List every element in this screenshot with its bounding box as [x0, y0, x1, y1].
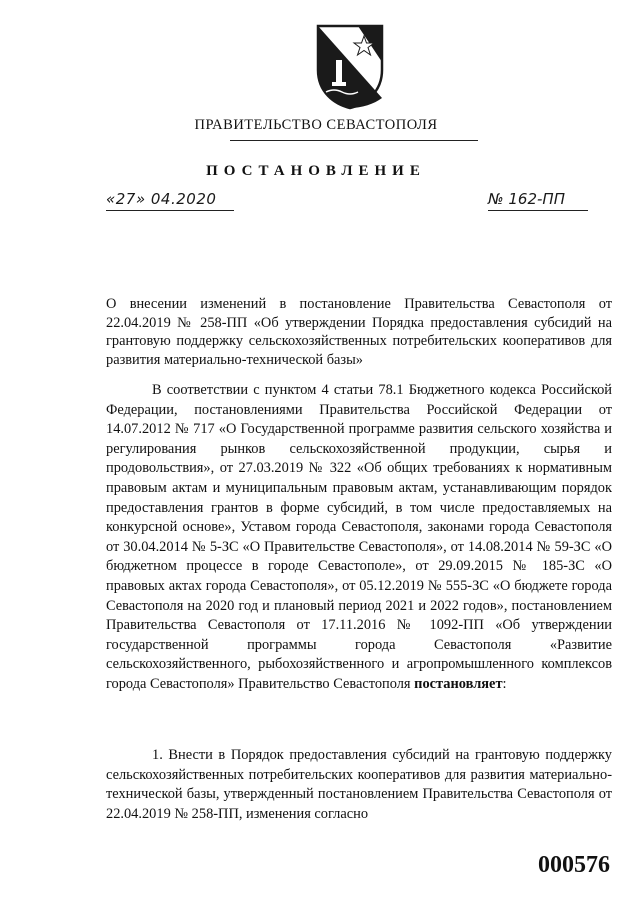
decree-keyword: постановляет — [414, 675, 503, 692]
document-date-field — [106, 190, 234, 211]
preamble-end: : — [502, 675, 507, 692]
document-number: № 162-ПП — [488, 190, 565, 208]
document-date: «27» 04.2020 — [106, 190, 217, 208]
sevastopol-coat-of-arms-icon — [314, 22, 386, 110]
document-number-field — [488, 190, 588, 211]
serial-number: 000576 — [538, 852, 610, 878]
document-subject: О внесении изменений в постановление Правительства Севастополя от 22.04.2019 № 258-ПП «Об утверждении Порядка предоставления субсидий на грантовую поддержку сельскохозяйственных потребительских кооперативов для развития материально-технической базы» — [106, 296, 612, 368]
header-divider — [230, 140, 478, 141]
preamble-text: В соответствии с пунктом 4 статьи 78.1 Бюджетного кодекса Российской Федерации, постановлениями Правительства Российской Федерации от 14.07.2012 № 717 «О Государственной программе развития сельского хозяйства и регулирования рынков сельскохозяйственной продукции, сырья и продовольствия», от 27.03.2019 № 322 «Об общих требованиях к нормативным правовым актам и муниципальным правовым актам, устанавливающим порядок предоставления грантов в форме субсидий, в том числе предоставляемых на конкурсной основе», Уставом города Севастополя, законами города Севастополя от 30.04.2014 № 5-ЗС «О Правительстве Севастополя», от 14.08.2014 № 59-ЗС «О бюджетном процессе в городе Севастополе», от 29.09.2015 № 185-ЗС «О правовых актах города Севастополя», от 05.12.2019 № 555-ЗС «О бюджете города Севастополя на 2020 год и плановый период 2021 и 2022 годов», постановлением Правительства Севастополя от 17.11.2016 № 1092-ПП «Об утверждении государственной программы города Севастополя «Развитие сельскохозяйственного, рыбохозяйственного и агропромышленного комплексов города Севастополя» Правительство Севастополя — [106, 382, 612, 692]
clause-1-text: 1. Внести в Порядок предоставления субсидий на грантовую поддержку сельскохозяйственных потребительских кооперативов для развития материально-технической базы, утвержденный постановлением Правительства Севастополя от 22.04.2019 № 258-ПП, изменения согласно — [106, 747, 612, 822]
preamble-paragraph — [106, 381, 612, 695]
clause-1-paragraph — [106, 746, 612, 824]
government-name: ПРАВИТЕЛЬСТВО СЕВАСТОПОЛЯ — [194, 117, 438, 133]
document-type-title: ПОСТАНОВЛЕНИЕ — [206, 163, 426, 179]
